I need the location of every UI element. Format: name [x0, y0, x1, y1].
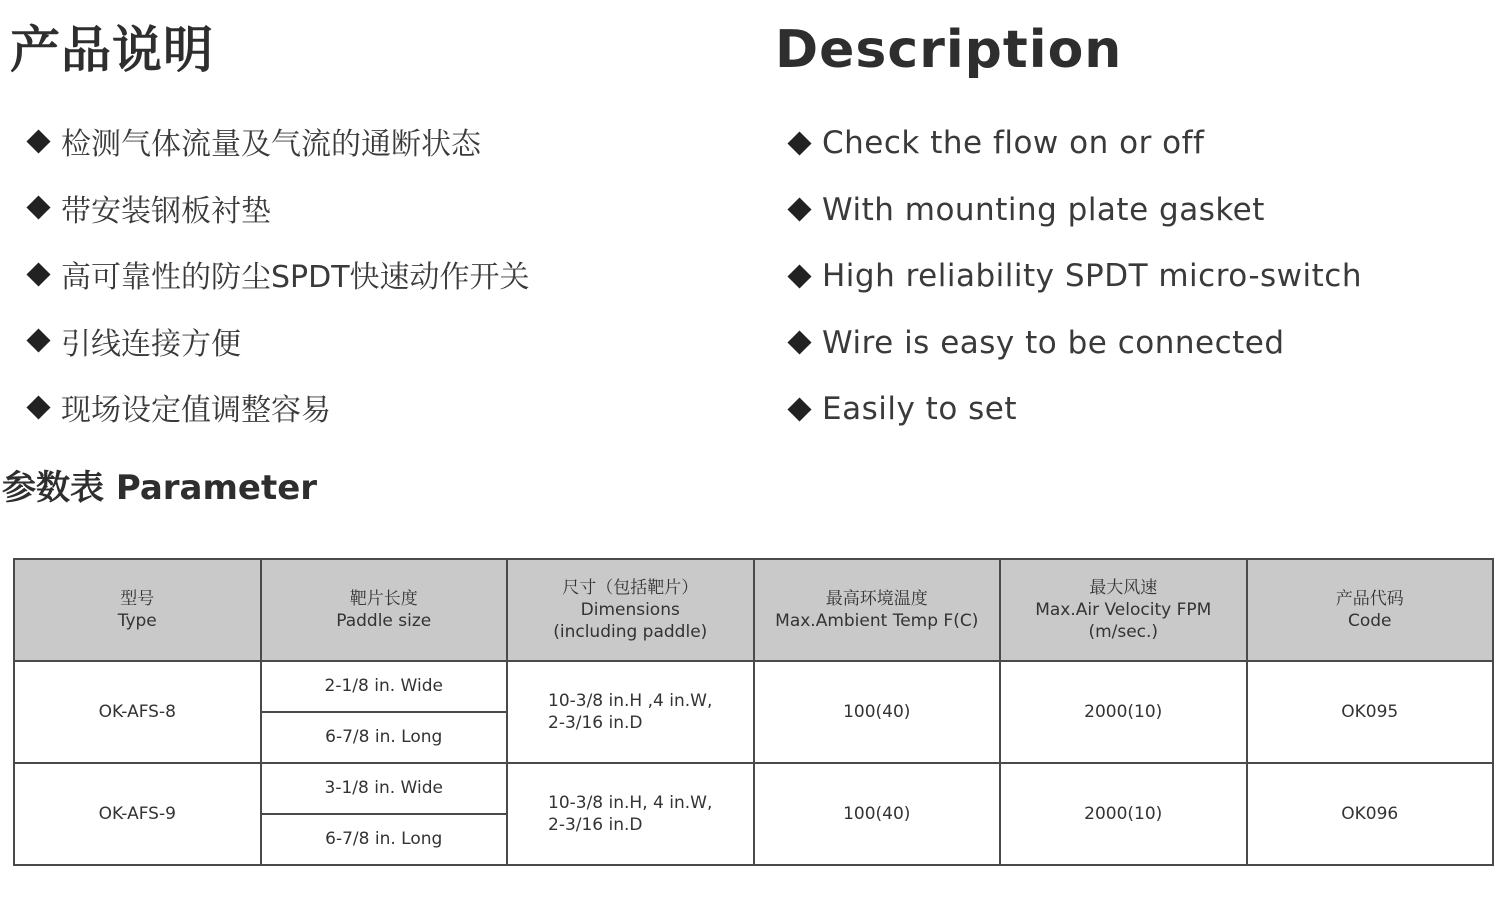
feature-text: High reliability SPDT micro-switch — [822, 258, 1362, 295]
feature-text: Wire is easy to be connected — [822, 324, 1285, 361]
feature-text: With mounting plate gasket — [822, 191, 1265, 228]
cell-temp: 100(40) — [754, 661, 1001, 763]
cell-temp: 100(40) — [754, 763, 1001, 865]
cell-paddle-wide: 3-1/8 in. Wide — [261, 763, 508, 814]
diamond-bullet-icon — [787, 131, 811, 155]
table-row — [14, 661, 1493, 712]
feature-text: 高可靠性的防尘SPDT快速动作开关 — [61, 260, 530, 296]
diamond-bullet-icon — [26, 129, 50, 153]
header-code: 产品代码 Code — [1247, 559, 1494, 661]
title-chinese: 产品说明 — [10, 21, 214, 79]
table-row — [14, 763, 1493, 814]
header-dimensions: 尺寸（包括靶片） Dimensions (including paddle) — [507, 559, 754, 661]
cell-code: OK096 — [1247, 763, 1494, 865]
cell-paddle-long: 6-7/8 in. Long — [261, 712, 508, 763]
header-max-temp: 最高环境温度 Max.Ambient Temp F(C) — [754, 559, 1001, 661]
header-type: 型号 Type — [14, 559, 261, 661]
table-header-row — [14, 559, 1493, 661]
cell-velocity: 2000(10) — [1000, 661, 1247, 763]
header-max-velocity: 最大风速 Max.Air Velocity FPM (m/sec.) — [1000, 559, 1247, 661]
cell-dimensions: 10-3/8 in.H, 4 in.W, 2-3/16 in.D — [507, 763, 754, 865]
header-paddle-size: 靶片长度 Paddle size — [261, 559, 508, 661]
diamond-bullet-icon — [787, 397, 811, 421]
cell-dimensions: 10-3/8 in.H ,4 in.W, 2-3/16 in.D — [507, 661, 754, 763]
feature-list-english — [785, 110, 1362, 443]
feature-item — [785, 243, 1362, 310]
diamond-bullet-icon — [26, 329, 50, 353]
cell-type: OK-AFS-8 — [14, 661, 261, 763]
parameter-table — [13, 558, 1494, 866]
cell-paddle-long: 6-7/8 in. Long — [261, 814, 508, 865]
diamond-bullet-icon — [26, 196, 50, 220]
diamond-bullet-icon — [787, 264, 811, 288]
cell-code: OK095 — [1247, 661, 1494, 763]
feature-item — [24, 241, 530, 308]
feature-item — [785, 310, 1362, 377]
feature-item — [24, 108, 530, 175]
diamond-bullet-icon — [26, 262, 50, 286]
feature-text: 带安装钢板衬垫 — [61, 193, 271, 229]
diamond-bullet-icon — [787, 331, 811, 355]
feature-item — [24, 308, 530, 375]
feature-text: 检测气体流量及气流的通断状态 — [61, 127, 481, 163]
feature-text: Check the flow on or off — [822, 125, 1205, 162]
feature-list-chinese — [24, 108, 530, 441]
feature-item — [785, 110, 1362, 177]
feature-item — [785, 376, 1362, 443]
diamond-bullet-icon — [787, 198, 811, 222]
feature-item — [24, 374, 530, 441]
feature-item — [785, 177, 1362, 244]
cell-velocity: 2000(10) — [1000, 763, 1247, 865]
feature-text: 引线连接方便 — [61, 326, 241, 362]
title-english: Description — [775, 20, 1123, 80]
diamond-bullet-icon — [26, 395, 50, 419]
cell-type: OK-AFS-9 — [14, 763, 261, 865]
feature-text: Easily to set — [822, 391, 1018, 428]
cell-paddle-wide: 2-1/8 in. Wide — [261, 661, 508, 712]
parameter-heading: 参数表 Parameter — [2, 468, 318, 508]
feature-text: 现场设定值调整容易 — [61, 393, 331, 429]
feature-item — [24, 175, 530, 242]
